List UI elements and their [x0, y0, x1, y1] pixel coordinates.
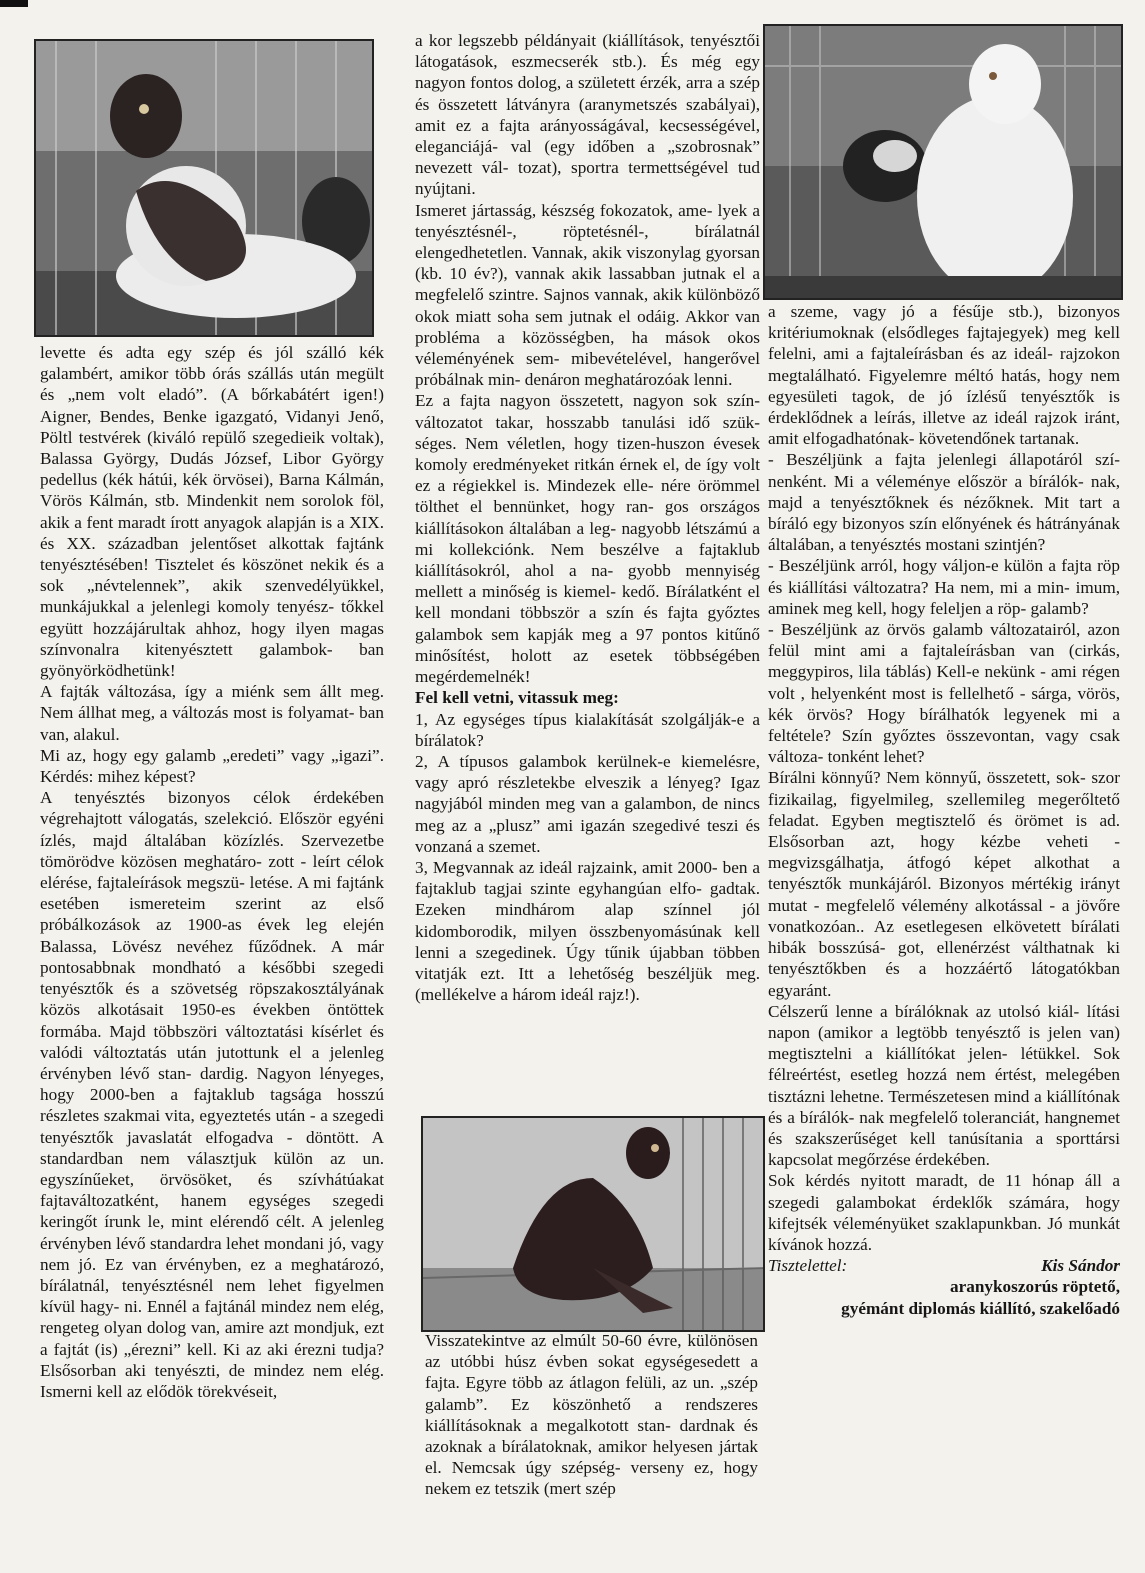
- article-column-2: [415, 30, 760, 1005]
- numbered-point: 3, Megvannak az ideál rajzaink, amit 2000- ben a fajtaklub tagjai szinte egyhangúan elfo- gadtak. Ezeken mindhárom alap színnel jól kidomborodik, milyen összbenyomásúnak kell lenni a szegedinek. Úgy tűnik újabban többen vitatják ezt. Itt a lehetőség beszéljük meg. (mellékelve a három ideál rajz!).: [415, 857, 760, 1005]
- paragraph: Ez a fajta nagyon összetett, nagyon sok szín- változatot takar, hosszabb tanulási idő szük- séges. Nem véletlen, hogy tizen-huszon évesek komoly eredményeket ritkán érnek el, de így volt ez a régiekkel is. Mindezek elle- nére örömmel tölthet el bennünket, hogy ran- gos országos kiállításokon általában a leg- nagyobb létszámú a mi kollekciónk. Nem beszélve a fajtaklub kiállításokról, ahol a na- gyobb mennyiség mellett a minőség is kiemel- kedő. Bírálatként el kell mondani többször a szín és fajta győztes galambok sem kapják meg a 97 pontos kitűnő minősítést, holott az esetek többségében megérdemelnék!: [415, 391, 760, 687]
- signature-greeting: Tisztelettel:: [768, 1256, 848, 1276]
- numbered-point: 2, A típusos galambok kerülnek-e kiemelésre, vagy apró részletekbe elveszik a lényeg? Igaz nagyjából minden meg van a galambon, de nincs meg az a „plusz” ami igazán szegedivé teszi és vonzaná a szemet.: [415, 751, 760, 856]
- paragraph: Mi az, hogy egy galamb „eredeti” vagy „igazi”. Kérdés: mihez képest?: [40, 745, 384, 787]
- signature-title: aranykoszorús röptető,: [950, 1277, 1120, 1297]
- paragraph: A tenyésztés bizonyos célok érdekében végrehajtott válogatás, szelekció. Először egyéni ízlés, majd általában közízlés. Szervezetbe tömörödve közösen meghatáro- zott - leírt célok elérése, fajtaleírások megszü- letése. A mi fajtánk esetében ismereteim szerint az első próbálkozások az 1900-as évek leg elején Balassa, Lövész nevéhez fűződnek. A már pontosabbnak mondható a későbbi szegedi tenyésztők és a szövetség röpszakosztályának közös alkotásait 1950-es években öntöttek formába. Majd többszöri változtatási kísérlet és valódi változtatás után jutottunk el a jelenleg érvényben lévő stan- dardig. Nagyon lényeges, hogy 2000-ben a fajtaklub tagsága hosszú részletes szakmai vita, egyeztetés után - a szegedi tenyésztők javaslatát elfogadva - döntött. A standardban nem választjuk külön az un. egyszínűeket, örvösöket, és szívhátúakat fajtaváltozatként, hanem egységes szegedi keringőt írunk le, mint elérendő célt. A jelenleg érvényben lévő standardra lehet mondani jó, vagy nem jó. Ez van érvényben, ez a meghatározó, bírálatnál, tenyésztésnél nem lehet figyelmen kívül hagy- ni. Ennél a fajtánál mindez nem elég, rengeteg olyan dolog van, amire azt mondjuk, ezt a fajtát (is) „érezni” kell. Ki az aki érezni tudja? Elsősorban aki tenyészti, de mindez nem elég. Ismerni kell az elődök törekvéseit,: [40, 788, 384, 1401]
- paragraph: Visszatekintve az elmúlt 50-60 évre, különösen az utóbbi húsz évben sokat egységesedett a fajta. Egyre több az átlagon felüli, az un. „szép galamb”. Ez köszönhető a rendszeres kiállításoknak a megalkotott stan- dardnak és azoknak a bírálatoknak, amikor helyesen jártak el. Nemcsak úgy szépség- verseny ez, hogy nekem ez tetszik (mert szép: [425, 1331, 758, 1499]
- paragraph: - Beszéljünk az örvös galamb változatairól, azon felül mint ami a fajtaleírásban van (cirkás, meggypiros, lila táblás) Kell-e nekünk - ami régen volt , helyenként most is fellelhető - sárga, vörös, kék örvös? Hogy bírálhatók legyenek mi a feltétele? Szín győztes összevontan, vagy csak változa- tonként lehet?: [768, 620, 1120, 767]
- pigeon-photo-dark-bird-image: [423, 1118, 763, 1330]
- pigeon-photo-top-left: [34, 39, 374, 337]
- signature-row: [768, 1255, 1120, 1276]
- pigeon-photo-dark-head-image: [36, 41, 372, 335]
- numbered-point: 1, Az egységes típus kialakítását szolgálják-e a bírálatok?: [415, 709, 760, 750]
- paragraph: - Beszéljünk arról, hogy váljon-e külön a fajta röp és kiállítási változatra? Ha nem, mi a min- imum, aminek meg kell, hogy feleljen a röp- galamb?: [768, 556, 1120, 618]
- pigeon-photo-white-bird-image: [765, 26, 1121, 298]
- corner-mark: [0, 0, 28, 7]
- paragraph: Bírálni könnyű? Nem könnyű, összetett, sok- szor fizikailag, figyelmileg, szellemileg megerőltető feladat. Egyben megtisztelő és örömet is ad. Elsősorban azt, hogy kézbe veheti - megvizsgálhatja, átfogó képet alkothat a tenyésztők munkájáról. Bizonyos mértékig irányt mutat - megfelelő vélemény alkotással - a jövőre vonatkozóan.. Az esetlegesen elkövetett bírálati hibák bosszúsá- got, ellenérzést válthatnak ki tenyésztőkben és a hozzáértő látogatókban egyaránt.: [768, 768, 1120, 1000]
- paragraph: A fajták változása, így a miénk sem állt meg. Nem állhat meg, a változás most is folyamat- ban van, alakul.: [40, 682, 384, 744]
- section-heading: Fel kell vetni, vitassuk meg:: [415, 688, 619, 708]
- article-column-2-continued: [425, 1330, 758, 1500]
- paragraph: - Beszéljünk a fajta jelenlegi állapotáról szí- nenként. Mi a véleménye először a bírálók- nak, majd a tenyésztőknek és nézőknek. Mit tart a bíráló egy bizonyos szín előnyének és hátrányának általában, a tenyésztés mostani szintjén?: [768, 450, 1120, 555]
- paragraph: Ismeret jártasság, készség fokozatok, ame- lyek a tenyésztésnél-, röptetésnél-, bírálatnál elengedhetetlen. Vannak, akik viszonylag gyorsan (kb. 10 év?), vannak akik lassabban jutnak el a megfelelő szintre. Sajnos vannak, akik különböző okok miatt soha sem jutnak el odáig. Akkor van probléma a közösségben, ha mások okos véleményének sem- mibevételével, hangerővel próbálnak min- denáron meghatározóak lenni.: [415, 200, 760, 390]
- pigeon-photo-top-right: [763, 24, 1123, 300]
- article-column-3: [768, 301, 1120, 1319]
- signature-author: Kis Sándor: [1041, 1256, 1120, 1276]
- paragraph: a kor legszebb példányait (kiállítások, tenyésztői látogatások, eszmecserék stb.). És még egy nagyon fontos dolog, a született érzék, arra a szép és összetett látványra (aranymetszés szabályai), amit ez a fajta arányosságával, kecsességével, eleganciájá- val (egy időben a „szobrosnak” nevezett vál- tozat), sportra termettségével tud nyújtani.: [415, 31, 760, 199]
- pigeon-photo-bottom-middle: [421, 1116, 765, 1332]
- signature-title: gyémánt diplomás kiállító, szakelőadó: [841, 1298, 1120, 1318]
- paragraph: Sok kérdés nyitott maradt, de 11 hónap áll a szegedi galambokat érdeklők számára, hogy kifejtsék véleményüket szaklapunkban. Jó munkát kívánok hozzá.: [768, 1171, 1120, 1254]
- paragraph: a szeme, vagy jó a fésűje stb.), bizonyos kritériumoknak (elsődleges fajtajegyek) meg kell felelni, ami a fajtaleírásban és az ideál- rajzokon megtalálható. Figyelemre méltó hatás, hogy nem egyesületi tagok, de jó ízlésű tenyésztők is érdeklődnek a leírás, illetve az ideál rajzok iránt, amit elfogadhatónak- követendőnek tartanak.: [768, 302, 1120, 449]
- article-column-1: [40, 342, 384, 1402]
- paragraph: levette és adta egy szép és jól szálló kék galambért, amikor több órás szállás után megült és „nem volt eladó”. (A bőrkabátért igen!) Aigner, Bendes, Benke igazgató, Vidanyi Jenő, Pöltl testvérek (kiváló repülő szegedieik voltak), Balassa György, Dudás József, Libor György pedellus (kék hátúi, kék örvösei), Barna Kálmán, Vörös Kálmán, stb. Mindenkit nem sorolok föl, akik a fent maradt írott anyagok alapján is a XIX. és XX. században jelentőset alkottak fajtánk tenyésztésében! Tisztelet és köszönet nekik és a sok „névtelennek”, akik szenvedélyükkel, munkájukkal a jelenlegi komoly tenyész- tőkkel együtt hozzájárultak ahhoz, hogy ilyen magas színvonalra kitenyésztett galambok- ban gyönyörködhetünk!: [40, 343, 384, 681]
- paragraph: Célszerű lenne a bírálóknak az utolsó kiál- lítási napon (amikor a legtöbb tenyésztő is jelen van) megtisztelni a kiállítókat jelen- létükkel. Sok félreértést, esetleg hozzá nem értést, melegében tisztázni lehetne. Természetesen mind a kiállítónak és a bírálók- nak megfelelő toleranciát, hangnemet és szakszerűséget kell tanúsítania a sporttársi kapcsolat megőrzése érdekében.: [768, 1001, 1120, 1170]
